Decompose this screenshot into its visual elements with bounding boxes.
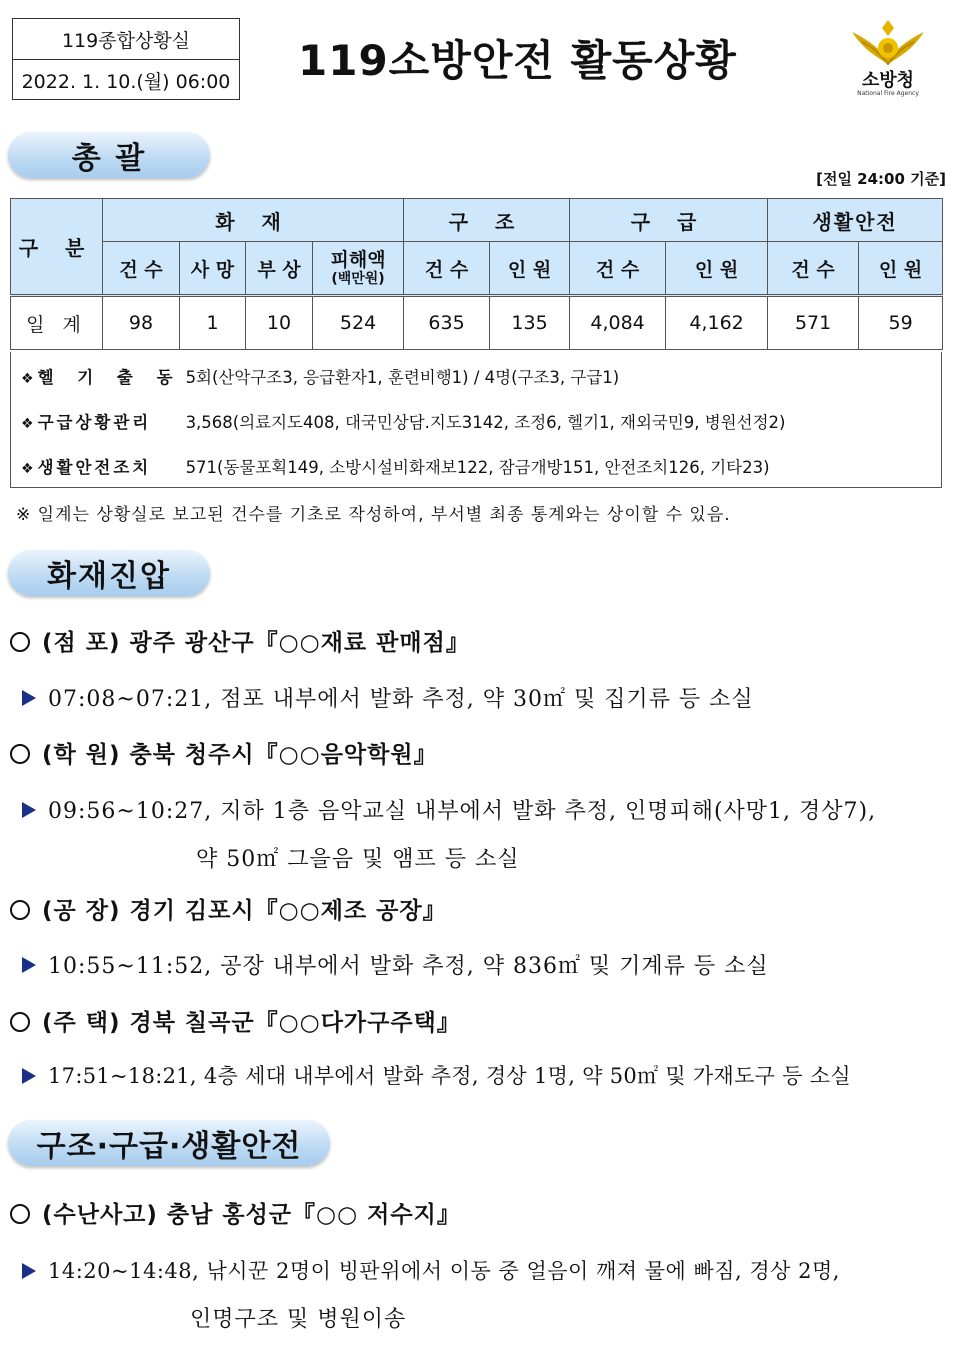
office-name: 119종합상황실 (61, 29, 191, 52)
triangle-bullet-icon (22, 802, 36, 818)
note-label: 헬 기 출 동 (37, 368, 182, 387)
col-rescue-count: 건 수 (404, 242, 490, 296)
col-rescue-people: 인 원 (490, 242, 570, 296)
rescue-incident-detail (22, 1255, 840, 1285)
triangle-bullet-icon (22, 957, 36, 973)
fire-incident-detail (22, 794, 876, 825)
incident-location: 광주 광산구『○○재료 판매점』 (129, 630, 470, 656)
circle-bullet-icon (10, 744, 30, 764)
col-damage-unit: (백만원) (331, 271, 385, 287)
fire-incident-heading (10, 1004, 461, 1037)
table-group-rescue: 구 조 (404, 199, 570, 242)
rescue-incident-heading (10, 1196, 461, 1229)
section-rescue-title: 구조·구급·생활안전 (8, 1120, 330, 1166)
incident-category: (점 포) (42, 630, 121, 656)
note-label: 생활안전조치 (37, 458, 152, 477)
cell-ems-count: 4,084 (570, 296, 666, 350)
note-label: 구급상황관리 (37, 413, 152, 432)
fire-incident-detail (22, 949, 769, 980)
section-summary-title: 총 괄 (8, 132, 210, 178)
detail-text: 07:08~07:21, 점포 내부에서 발화 추정, 약 30㎡ 및 집기류 등 소실 (48, 687, 754, 712)
cell-safety-count: 571 (768, 296, 859, 350)
cell-safety-people: 59 (859, 296, 943, 350)
note-item (21, 364, 619, 388)
col-fire-count: 건 수 (103, 242, 180, 296)
diamond-bullet-icon: ❖ (21, 371, 34, 387)
fire-incident-detail (22, 682, 754, 713)
incident-category: (수난사고) (42, 1202, 158, 1228)
col-fire-death: 사 망 (180, 242, 246, 296)
note-item (21, 454, 770, 478)
disclaimer: ※ 일계는 상황실로 보고된 건수를 기초로 작성하여, 부서별 최종 통계와는 상이할 수 있음. (16, 505, 731, 525)
incident-category: (공 장) (42, 898, 121, 924)
triangle-bullet-icon (22, 1068, 36, 1084)
col-ems-count: 건 수 (570, 242, 666, 296)
table-group-fire: 화 재 (103, 199, 404, 242)
table-group-safety: 생활안전 (768, 199, 943, 242)
col-safety-count: 건 수 (768, 242, 859, 296)
cell-fire-count: 98 (103, 296, 180, 350)
triangle-bullet-icon (22, 690, 36, 706)
section-fire-title: 화재진압 (8, 550, 210, 596)
circle-bullet-icon (10, 1204, 30, 1224)
summary-notes (10, 352, 942, 488)
circle-bullet-icon (10, 632, 30, 652)
cell-fire-death: 1 (180, 296, 246, 350)
note-text: 571(동물포획149, 소방시설비화재보122, 잠금개방151, 안전조치126, 기타23) (185, 458, 770, 477)
col-fire-damage (313, 242, 404, 296)
cell-fire-damage: 524 (313, 296, 404, 350)
fire-incident-heading (10, 892, 447, 925)
diamond-bullet-icon: ❖ (21, 461, 34, 477)
note-item (21, 409, 785, 433)
page-title: 119소방안전 활동상황 (298, 36, 737, 85)
note-text: 3,568(의료지도408, 대국민상담.지도3142, 조정6, 헬기1, 재외국민9, 병원선정2) (185, 413, 786, 432)
circle-bullet-icon (10, 900, 30, 920)
report-datetime: 2022. 1. 10.(월) 06:00 (13, 59, 239, 100)
table-row (11, 296, 943, 350)
logo-subtext: National Fire Agency (857, 90, 919, 97)
detail-text: 14:20~14:48, 낚시꾼 2명이 빙판위에서 이동 중 얼음이 깨져 물에 빠짐, 경상 2명, (48, 1259, 840, 1283)
diamond-bullet-icon: ❖ (21, 416, 34, 432)
agency-logo (832, 14, 944, 104)
cell-rescue-count: 635 (404, 296, 490, 350)
col-ems-people: 인 원 (666, 242, 768, 296)
cell-ems-people: 4,162 (666, 296, 768, 350)
row-label: 일 계 (11, 296, 103, 350)
detail-text: 10:55~11:52, 공장 내부에서 발화 추정, 약 836㎡ 및 기계류 등 소실 (48, 954, 769, 979)
incident-location: 경북 칠곡군『○○다가구주택』 (129, 1010, 461, 1036)
header-info-box (12, 18, 240, 100)
table-gubun-header: 구 분 (11, 199, 103, 296)
col-damage-label: 피해액 (330, 249, 386, 271)
col-safety-people: 인 원 (859, 242, 943, 296)
cell-fire-injury: 10 (246, 296, 313, 350)
fire-incident-detail (22, 1060, 851, 1090)
detail-text: 09:56~10:27, 지하 1층 음악교실 내부에서 발화 추정, 인명피해(사망1, 경상7), (48, 799, 877, 824)
detail-text: 17:51~18:21, 4층 세대 내부에서 발화 추정, 경상 1명, 약 50㎡ 및 가재도구 등 소실 (48, 1064, 851, 1088)
summary-table (10, 198, 943, 350)
circle-bullet-icon (10, 1012, 30, 1032)
col-fire-injury: 부 상 (246, 242, 313, 296)
logo-text: 소방청 (861, 70, 915, 91)
incident-category: (학 원) (42, 742, 121, 768)
incident-category: (주 택) (42, 1010, 121, 1036)
detail-continuation: 약 50㎡ 그을음 및 앰프 등 소실 (196, 847, 520, 872)
incident-location: 충남 홍성군『○○ 저수지』 (166, 1202, 461, 1228)
fire-incident-heading (10, 736, 438, 769)
note-text: 5회(산악구조3, 응급환자1, 훈련비행1) / 4명(구조3, 구급1) (185, 368, 620, 387)
detail-continuation: 인명구조 및 병원이송 (190, 1307, 407, 1332)
summary-basis: [전일 24:00 기준] (816, 170, 946, 188)
cell-rescue-people: 135 (490, 296, 570, 350)
incident-location: 충북 청주시『○○음악학원』 (129, 742, 438, 768)
incident-location: 경기 김포시『○○제조 공장』 (129, 898, 447, 924)
table-group-ems: 구 급 (570, 199, 768, 242)
triangle-bullet-icon (22, 1263, 36, 1279)
fire-incident-heading (10, 624, 470, 657)
